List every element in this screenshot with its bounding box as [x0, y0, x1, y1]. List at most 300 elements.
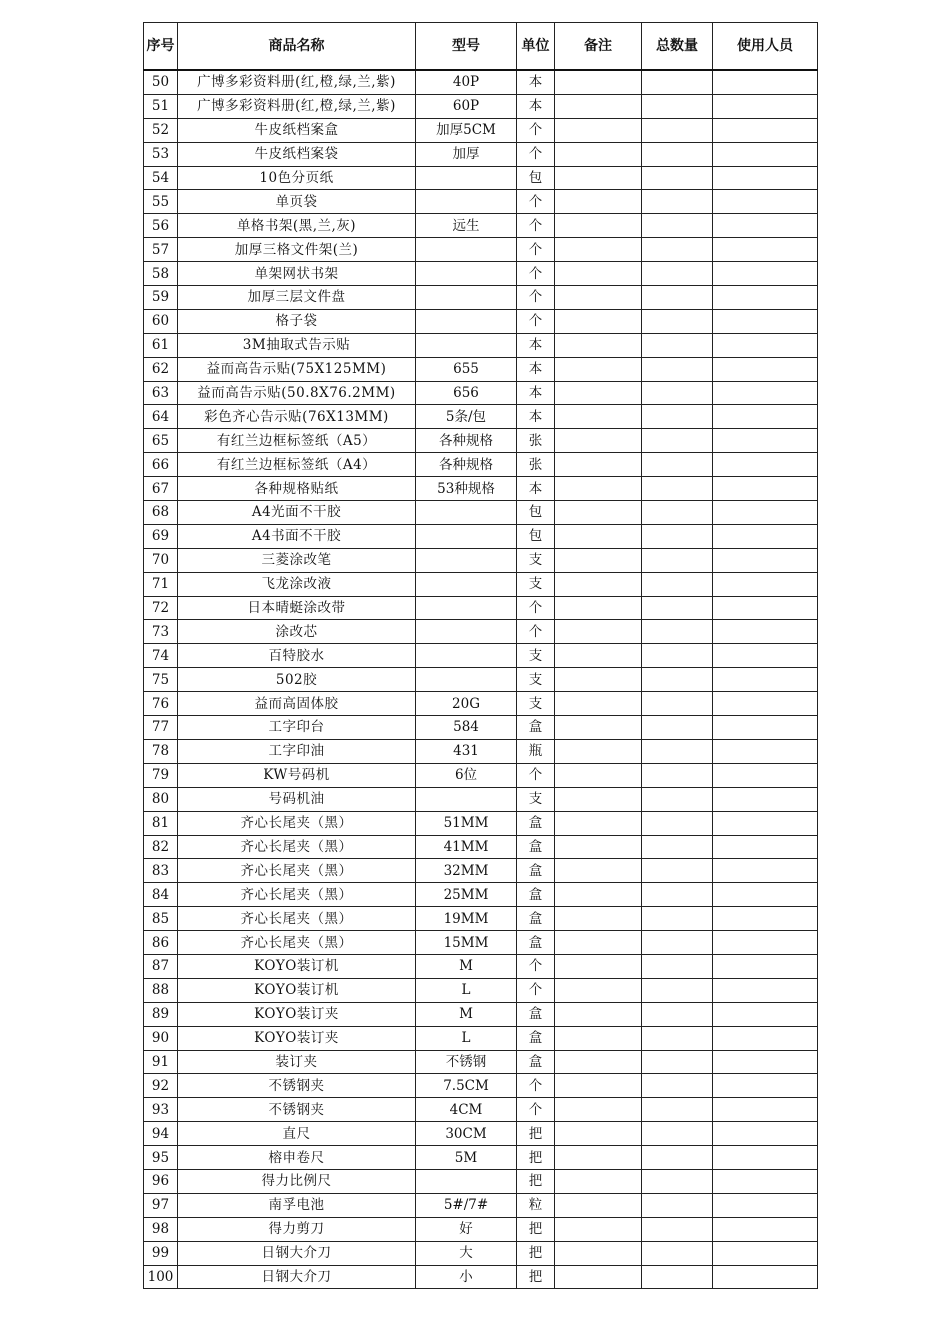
total-quantity-cell: [642, 524, 713, 548]
product-name-cell: 广博多彩资料册(红,橙,绿,兰,紫): [178, 94, 416, 118]
user-cell: [713, 190, 818, 214]
unit-cell: 个: [517, 190, 555, 214]
unit-cell: 支: [517, 548, 555, 572]
unit-cell: 盒: [517, 1050, 555, 1074]
unit-cell: 个: [517, 978, 555, 1002]
model-cell: 53种规格: [416, 477, 517, 501]
remarks-cell: [555, 309, 642, 333]
serial-number-cell: 97: [144, 1193, 178, 1217]
model-cell: [416, 166, 517, 190]
model-cell: 20G: [416, 692, 517, 716]
unit-cell: 本: [517, 477, 555, 501]
serial-number-cell: 88: [144, 978, 178, 1002]
remarks-cell: [555, 166, 642, 190]
unit-cell: 本: [517, 333, 555, 357]
serial-number-cell: 92: [144, 1074, 178, 1098]
unit-cell: 把: [517, 1217, 555, 1241]
table-row: [144, 787, 818, 811]
model-cell: 60P: [416, 94, 517, 118]
user-cell: [713, 883, 818, 907]
user-cell: [713, 1026, 818, 1050]
product-name-cell: 格子袋: [178, 309, 416, 333]
model-cell: 好: [416, 1217, 517, 1241]
table-row: [144, 1098, 818, 1122]
product-name-cell: KW号码机: [178, 763, 416, 787]
product-name-cell: 齐心长尾夹（黑）: [178, 835, 416, 859]
table-row: [144, 763, 818, 787]
total-quantity-cell: [642, 286, 713, 310]
total-quantity-cell: [642, 142, 713, 166]
serial-number-cell: 87: [144, 954, 178, 978]
total-quantity-cell: [642, 238, 713, 262]
total-quantity-cell: [642, 1026, 713, 1050]
model-cell: 5条/包: [416, 405, 517, 429]
remarks-cell: [555, 405, 642, 429]
serial-number-cell: 99: [144, 1241, 178, 1265]
serial-number-cell: 77: [144, 716, 178, 740]
product-name-cell: KOYO装订夹: [178, 1002, 416, 1026]
table-row: [144, 1193, 818, 1217]
unit-cell: 盒: [517, 907, 555, 931]
total-quantity-cell: [642, 381, 713, 405]
remarks-cell: [555, 286, 642, 310]
table-row: [144, 644, 818, 668]
remarks-cell: [555, 70, 642, 94]
serial-number-cell: 50: [144, 70, 178, 94]
remarks-cell: [555, 524, 642, 548]
model-cell: 655: [416, 357, 517, 381]
product-name-cell: 飞龙涂改液: [178, 572, 416, 596]
serial-number-cell: 66: [144, 453, 178, 477]
user-cell: [713, 859, 818, 883]
unit-cell: 支: [517, 644, 555, 668]
remarks-cell: [555, 907, 642, 931]
table-row: [144, 94, 818, 118]
model-cell: 32MM: [416, 859, 517, 883]
serial-number-cell: 75: [144, 668, 178, 692]
model-cell: 51MM: [416, 811, 517, 835]
model-cell: [416, 190, 517, 214]
user-cell: [713, 286, 818, 310]
product-name-cell: 涂改芯: [178, 620, 416, 644]
table-row: [144, 596, 818, 620]
table-row: [144, 70, 818, 94]
table-row: [144, 859, 818, 883]
table-row: [144, 811, 818, 835]
serial-number-cell: 64: [144, 405, 178, 429]
serial-number-cell: 85: [144, 907, 178, 931]
user-cell: [713, 1241, 818, 1265]
remarks-cell: [555, 453, 642, 477]
table-row: [144, 1002, 818, 1026]
unit-cell: 本: [517, 381, 555, 405]
total-quantity-cell: [642, 548, 713, 572]
remarks-cell: [555, 978, 642, 1002]
user-cell: [713, 644, 818, 668]
product-name-cell: 齐心长尾夹（黑）: [178, 811, 416, 835]
table-row: [144, 333, 818, 357]
remarks-cell: [555, 668, 642, 692]
product-name-cell: 不锈钢夹: [178, 1098, 416, 1122]
serial-number-cell: 62: [144, 357, 178, 381]
table-body: [144, 70, 818, 1289]
unit-cell: 个: [517, 262, 555, 286]
remarks-cell: [555, 1074, 642, 1098]
header-product-name: 商品名称: [178, 23, 416, 71]
table-row: [144, 1169, 818, 1193]
unit-cell: 粒: [517, 1193, 555, 1217]
product-name-cell: 工字印油: [178, 739, 416, 763]
user-cell: [713, 214, 818, 238]
model-cell: 远生: [416, 214, 517, 238]
serial-number-cell: 80: [144, 787, 178, 811]
remarks-cell: [555, 572, 642, 596]
total-quantity-cell: [642, 716, 713, 740]
table-row: [144, 166, 818, 190]
product-name-cell: 有红兰边框标签纸（A5）: [178, 429, 416, 453]
user-cell: [713, 787, 818, 811]
product-name-cell: 不锈钢夹: [178, 1074, 416, 1098]
product-name-cell: 广博多彩资料册(红,橙,绿,兰,紫): [178, 70, 416, 94]
product-name-cell: 彩色齐心告示贴(76X13MM): [178, 405, 416, 429]
total-quantity-cell: [642, 262, 713, 286]
model-cell: 7.5CM: [416, 1074, 517, 1098]
user-cell: [713, 763, 818, 787]
unit-cell: 个: [517, 142, 555, 166]
model-cell: 656: [416, 381, 517, 405]
total-quantity-cell: [642, 1098, 713, 1122]
user-cell: [713, 405, 818, 429]
unit-cell: 个: [517, 118, 555, 142]
product-name-cell: 齐心长尾夹（黑）: [178, 859, 416, 883]
product-name-cell: 南孚电池: [178, 1193, 416, 1217]
product-name-cell: KOYO装订机: [178, 954, 416, 978]
serial-number-cell: 94: [144, 1122, 178, 1146]
serial-number-cell: 83: [144, 859, 178, 883]
remarks-cell: [555, 692, 642, 716]
total-quantity-cell: [642, 763, 713, 787]
remarks-cell: [555, 954, 642, 978]
remarks-cell: [555, 333, 642, 357]
remarks-cell: [555, 548, 642, 572]
user-cell: [713, 954, 818, 978]
product-name-cell: 益而高固体胶: [178, 692, 416, 716]
remarks-cell: [555, 214, 642, 238]
serial-number-cell: 56: [144, 214, 178, 238]
total-quantity-cell: [642, 1265, 713, 1289]
product-name-cell: 装订夹: [178, 1050, 416, 1074]
unit-cell: 盒: [517, 859, 555, 883]
table-row: [144, 572, 818, 596]
table-row: [144, 1050, 818, 1074]
total-quantity-cell: [642, 883, 713, 907]
serial-number-cell: 51: [144, 94, 178, 118]
serial-number-cell: 78: [144, 739, 178, 763]
remarks-cell: [555, 716, 642, 740]
model-cell: [416, 644, 517, 668]
serial-number-cell: 72: [144, 596, 178, 620]
product-name-cell: 日钢大介刀: [178, 1265, 416, 1289]
total-quantity-cell: [642, 859, 713, 883]
product-name-cell: 3M抽取式告示贴: [178, 333, 416, 357]
serial-number-cell: 86: [144, 931, 178, 955]
total-quantity-cell: [642, 70, 713, 94]
table-row: [144, 214, 818, 238]
serial-number-cell: 93: [144, 1098, 178, 1122]
user-cell: [713, 596, 818, 620]
user-cell: [713, 1146, 818, 1170]
remarks-cell: [555, 1122, 642, 1146]
user-cell: [713, 620, 818, 644]
model-cell: 5#/7#: [416, 1193, 517, 1217]
total-quantity-cell: [642, 931, 713, 955]
unit-cell: 张: [517, 429, 555, 453]
user-cell: [713, 1098, 818, 1122]
serial-number-cell: 59: [144, 286, 178, 310]
table-header: [144, 23, 818, 71]
model-cell: [416, 548, 517, 572]
serial-number-cell: 53: [144, 142, 178, 166]
table-row: [144, 739, 818, 763]
product-name-cell: 三菱涂改笔: [178, 548, 416, 572]
total-quantity-cell: [642, 954, 713, 978]
table-row: [144, 524, 818, 548]
total-quantity-cell: [642, 118, 713, 142]
table-row: [144, 1241, 818, 1265]
remarks-cell: [555, 1002, 642, 1026]
unit-cell: 个: [517, 763, 555, 787]
product-name-cell: A4光面不干胶: [178, 501, 416, 525]
table-row: [144, 262, 818, 286]
unit-cell: 把: [517, 1169, 555, 1193]
product-name-cell: KOYO装订夹: [178, 1026, 416, 1050]
product-name-cell: 益而高告示贴(75X125MM): [178, 357, 416, 381]
table-row: [144, 931, 818, 955]
total-quantity-cell: [642, 1002, 713, 1026]
user-cell: [713, 453, 818, 477]
header-model: 型号: [416, 23, 517, 71]
serial-number-cell: 95: [144, 1146, 178, 1170]
product-name-cell: 单格书架(黑,兰,灰): [178, 214, 416, 238]
user-cell: [713, 668, 818, 692]
serial-number-cell: 76: [144, 692, 178, 716]
user-cell: [713, 309, 818, 333]
total-quantity-cell: [642, 1050, 713, 1074]
table-row: [144, 477, 818, 501]
remarks-cell: [555, 596, 642, 620]
model-cell: [416, 524, 517, 548]
product-name-cell: 加厚三格文件架(兰): [178, 238, 416, 262]
model-cell: 5M: [416, 1146, 517, 1170]
product-name-cell: 齐心长尾夹（黑）: [178, 907, 416, 931]
unit-cell: 个: [517, 596, 555, 620]
table-row: [144, 1122, 818, 1146]
total-quantity-cell: [642, 739, 713, 763]
serial-number-cell: 54: [144, 166, 178, 190]
serial-number-cell: 82: [144, 835, 178, 859]
unit-cell: 支: [517, 787, 555, 811]
remarks-cell: [555, 1241, 642, 1265]
unit-cell: 把: [517, 1122, 555, 1146]
header-total-quantity: 总数量: [642, 23, 713, 71]
total-quantity-cell: [642, 572, 713, 596]
table-row: [144, 692, 818, 716]
product-name-cell: 齐心长尾夹（黑）: [178, 883, 416, 907]
model-cell: 加厚5CM: [416, 118, 517, 142]
serial-number-cell: 63: [144, 381, 178, 405]
total-quantity-cell: [642, 692, 713, 716]
total-quantity-cell: [642, 477, 713, 501]
unit-cell: 支: [517, 668, 555, 692]
user-cell: [713, 811, 818, 835]
user-cell: [713, 692, 818, 716]
unit-cell: 瓶: [517, 739, 555, 763]
serial-number-cell: 90: [144, 1026, 178, 1050]
model-cell: [416, 238, 517, 262]
model-cell: 30CM: [416, 1122, 517, 1146]
total-quantity-cell: [642, 214, 713, 238]
user-cell: [713, 118, 818, 142]
model-cell: [416, 668, 517, 692]
total-quantity-cell: [642, 596, 713, 620]
header-unit: 单位: [517, 23, 555, 71]
user-cell: [713, 1169, 818, 1193]
unit-cell: 盒: [517, 811, 555, 835]
model-cell: L: [416, 978, 517, 1002]
remarks-cell: [555, 644, 642, 668]
total-quantity-cell: [642, 309, 713, 333]
remarks-cell: [555, 477, 642, 501]
table-row: [144, 309, 818, 333]
unit-cell: 把: [517, 1146, 555, 1170]
remarks-cell: [555, 1050, 642, 1074]
user-cell: [713, 142, 818, 166]
serial-number-cell: 96: [144, 1169, 178, 1193]
remarks-cell: [555, 1146, 642, 1170]
model-cell: 41MM: [416, 835, 517, 859]
product-name-cell: 牛皮纸档案袋: [178, 142, 416, 166]
user-cell: [713, 381, 818, 405]
model-cell: 大: [416, 1241, 517, 1265]
remarks-cell: [555, 835, 642, 859]
remarks-cell: [555, 238, 642, 262]
serial-number-cell: 73: [144, 620, 178, 644]
model-cell: 各种规格: [416, 429, 517, 453]
remarks-cell: [555, 1193, 642, 1217]
user-cell: [713, 357, 818, 381]
table-row: [144, 357, 818, 381]
unit-cell: 支: [517, 692, 555, 716]
serial-number-cell: 52: [144, 118, 178, 142]
serial-number-cell: 70: [144, 548, 178, 572]
serial-number-cell: 91: [144, 1050, 178, 1074]
table-row: [144, 118, 818, 142]
total-quantity-cell: [642, 978, 713, 1002]
model-cell: 19MM: [416, 907, 517, 931]
user-cell: [713, 94, 818, 118]
total-quantity-cell: [642, 1074, 713, 1098]
model-cell: [416, 1169, 517, 1193]
unit-cell: 个: [517, 1098, 555, 1122]
total-quantity-cell: [642, 1122, 713, 1146]
model-cell: [416, 596, 517, 620]
total-quantity-cell: [642, 620, 713, 644]
header-remarks: 备注: [555, 23, 642, 71]
user-cell: [713, 238, 818, 262]
model-cell: M: [416, 1002, 517, 1026]
user-cell: [713, 739, 818, 763]
model-cell: 4CM: [416, 1098, 517, 1122]
serial-number-cell: 60: [144, 309, 178, 333]
model-cell: 431: [416, 739, 517, 763]
total-quantity-cell: [642, 405, 713, 429]
table-row: [144, 286, 818, 310]
user-cell: [713, 262, 818, 286]
model-cell: 584: [416, 716, 517, 740]
remarks-cell: [555, 739, 642, 763]
remarks-cell: [555, 931, 642, 955]
model-cell: [416, 501, 517, 525]
remarks-cell: [555, 357, 642, 381]
product-name-cell: 502胶: [178, 668, 416, 692]
table-row: [144, 405, 818, 429]
user-cell: [713, 978, 818, 1002]
model-cell: [416, 262, 517, 286]
unit-cell: 个: [517, 214, 555, 238]
serial-number-cell: 55: [144, 190, 178, 214]
remarks-cell: [555, 787, 642, 811]
user-cell: [713, 907, 818, 931]
table-row: [144, 716, 818, 740]
table-row: [144, 453, 818, 477]
remarks-cell: [555, 501, 642, 525]
product-name-cell: KOYO装订机: [178, 978, 416, 1002]
unit-cell: 本: [517, 357, 555, 381]
serial-number-cell: 81: [144, 811, 178, 835]
model-cell: 25MM: [416, 883, 517, 907]
total-quantity-cell: [642, 1169, 713, 1193]
unit-cell: 支: [517, 572, 555, 596]
user-cell: [713, 70, 818, 94]
remarks-cell: [555, 1026, 642, 1050]
product-name-cell: 牛皮纸档案盒: [178, 118, 416, 142]
total-quantity-cell: [642, 429, 713, 453]
model-cell: [416, 572, 517, 596]
unit-cell: 个: [517, 954, 555, 978]
total-quantity-cell: [642, 1146, 713, 1170]
remarks-cell: [555, 142, 642, 166]
unit-cell: 本: [517, 70, 555, 94]
header-user: 使用人员: [713, 23, 818, 71]
model-cell: [416, 309, 517, 333]
total-quantity-cell: [642, 835, 713, 859]
user-cell: [713, 477, 818, 501]
user-cell: [713, 524, 818, 548]
product-name-cell: 齐心长尾夹（黑）: [178, 931, 416, 955]
product-name-cell: 得力比例尺: [178, 1169, 416, 1193]
user-cell: [713, 548, 818, 572]
unit-cell: 个: [517, 238, 555, 262]
user-cell: [713, 166, 818, 190]
model-cell: 6位: [416, 763, 517, 787]
product-name-cell: 百特胶水: [178, 644, 416, 668]
unit-cell: 盒: [517, 716, 555, 740]
serial-number-cell: 58: [144, 262, 178, 286]
table-row: [144, 1146, 818, 1170]
remarks-cell: [555, 763, 642, 787]
table-row: [144, 142, 818, 166]
serial-number-cell: 100: [144, 1265, 178, 1289]
